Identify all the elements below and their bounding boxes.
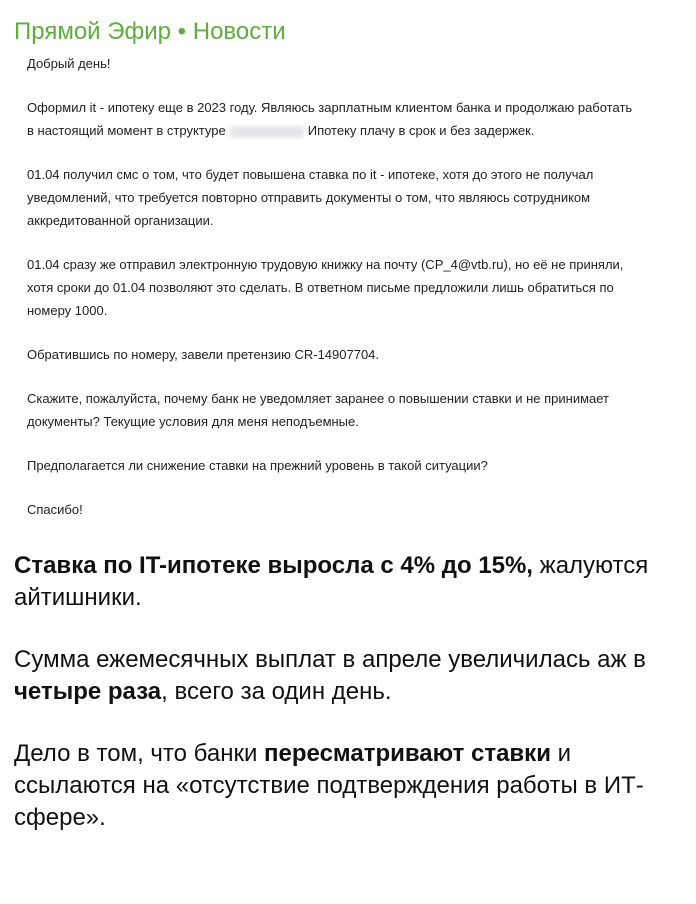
post-text bbox=[14, 550, 679, 864]
channel-title[interactable]: Прямой Эфир • Новости bbox=[14, 18, 286, 45]
post-p2-start: Сумма ежемесячных выплат в апреле увеличилась аж в bbox=[14, 646, 646, 673]
post-headline-rest: жалуются айтишники. bbox=[14, 552, 649, 611]
letter-paragraph-5: Скажите, пожалуйста, почему банк не уведомляет заранее о повышении ставки и не принимает документы? Текущие условия для меня неподъемные. bbox=[27, 391, 610, 429]
letter-screenshot bbox=[27, 52, 637, 521]
letter-paragraph-3: 01.04 сразу же отправил электронную трудовую книжку на почту (CP_4@vtb.ru), но её не приняли, хотя сроки до 01.04 позволяют это сделать. В ответном письме предложили лишь обратиться по номеру 1000. bbox=[27, 257, 624, 318]
post-headline bbox=[14, 550, 679, 614]
post-p3-end: и ссылаются на «отсутствие подтверждения работы в ИТ-сфере». bbox=[14, 740, 644, 831]
letter-paragraph-1 bbox=[27, 96, 637, 142]
blurred-company-name bbox=[230, 126, 304, 138]
letter-paragraph-1-end: Ипотеку плачу в срок и без задержек. bbox=[307, 123, 535, 138]
letter-paragraph-4: Обратившись по номеру, завели претензию CR-14907704. bbox=[27, 347, 380, 362]
letter-paragraph-1-start: Оформил it - ипотеку еще в 2023 году. Являюсь зарплатным клиентом банка и продолжаю работать в настоящий момент в структуре bbox=[27, 100, 633, 138]
post-p3-bold: пересматривают ставки bbox=[264, 740, 551, 767]
letter-paragraph-2: 01.04 получил смс о том, что будет повышена ставка по it - ипотеке, хотя до этого не получал уведомлений, что требуется повторно отправить документы о том, что являюсь сотрудником аккредитованной организации. bbox=[27, 167, 594, 228]
post-paragraph-2 bbox=[14, 644, 679, 708]
post-headline-bold: Ставка по IT-ипотеке выросла с 4% до 15%, bbox=[14, 552, 533, 579]
post-p2-bold: четыре раза bbox=[14, 678, 162, 705]
post-p3-start: Дело в том, что банки bbox=[14, 740, 265, 767]
letter-closing: Спасибо! bbox=[27, 502, 83, 517]
letter-greeting: Добрый день! bbox=[27, 56, 111, 71]
post-p2-end: , всего за один день. bbox=[161, 678, 392, 705]
letter-paragraph-6: Предполагается ли снижение ставки на прежний уровень в такой ситуации? bbox=[27, 458, 488, 473]
post-paragraph-3 bbox=[14, 738, 679, 834]
